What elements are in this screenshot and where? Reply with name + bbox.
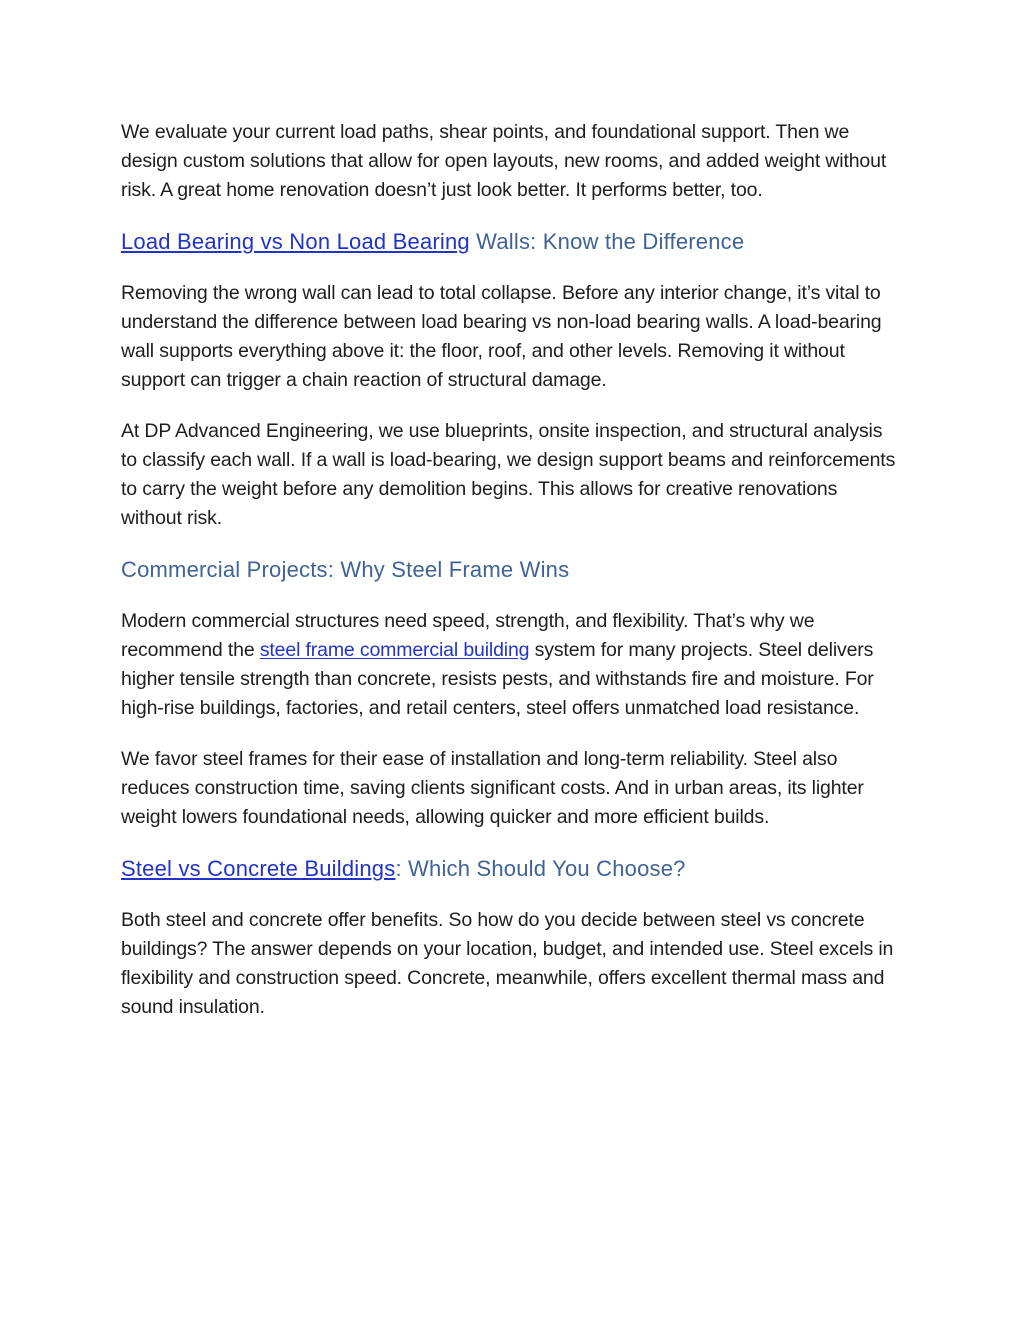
load-bearing-link[interactable]: Load Bearing vs Non Load Bearing — [121, 229, 470, 254]
heading-load-bearing-walls — [121, 227, 901, 257]
steel-frame-building-link[interactable]: steel frame commercial building — [259, 639, 530, 661]
heading-load-bearing-rest: Walls: Know the Difference — [469, 229, 745, 254]
heading-steel-vs-concrete — [121, 854, 901, 884]
heading-commercial-projects: Commercial Projects: Why Steel Frame Wins — [121, 557, 570, 582]
steel-concrete-paragraph-1: Both steel and concrete offer benefits. So how do you decide between steel vs concrete buildings? The answer depends on your location, budget, and intended use. Steel excels in flexibility and construction speed. Concrete, meanwhile, offers excellent thermal mass and sound insulation. — [121, 909, 894, 1018]
walls-paragraph-2: At DP Advanced Engineering, we use blueprints, onsite inspection, and structural analysis to classify each wall. If a wall is load-bearing, we design support beams and reinforcements to carry the weight before any demolition begins. This allows for creative renovations without risk. — [121, 420, 896, 529]
commercial-paragraph-1-end: system for many projects. Steel delivers higher tensile strength than concrete, resists pests, and withstands fire and moisture. For high-rise buildings, factories, and retail centers, steel offers unmatched load resistance. — [121, 639, 874, 719]
commercial-paragraph-2: We favor steel frames for their ease of installation and long-term reliability. Steel also reduces construction time, saving clients significant costs. And in urban areas, its lighter weight lowers foundational needs, allowing quicker and more efficient builds. — [121, 748, 864, 828]
commercial-paragraph-1-start: Modern commercial structures need speed, strength, and flexibility. That’s why we recommend the — [121, 610, 815, 661]
walls-paragraph-1: Removing the wrong wall can lead to total collapse. Before any interior change, it’s vital to understand the difference between load bearing vs non-load bearing walls. A load-bearing wall supports everything above it: the floor, roof, and other levels. Removing it without support can trigger a chain reaction of structural damage. — [121, 282, 882, 391]
commercial-paragraph-1 — [121, 607, 901, 723]
heading-steel-vs-concrete-rest: : Which Should You Choose? — [395, 856, 686, 881]
steel-vs-concrete-link[interactable]: Steel vs Concrete Buildings — [121, 856, 396, 881]
document-page — [121, 118, 901, 1044]
intro-paragraph: We evaluate your current load paths, shear points, and foundational support. Then we design custom solutions that allow for open layouts, new rooms, and added weight without risk. A great home renovation doesn’t just look better. It performs better, too. — [121, 121, 887, 201]
